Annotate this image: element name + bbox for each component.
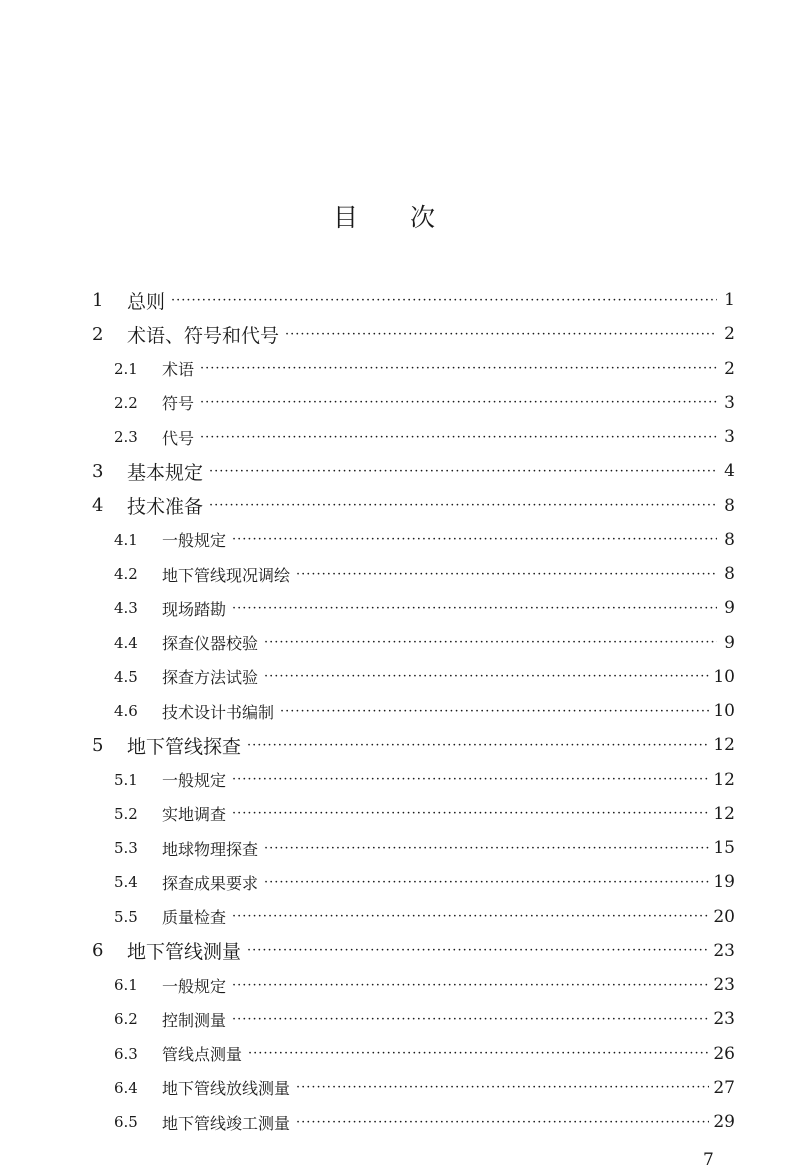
entry-title: 符号	[162, 394, 195, 414]
toc-section-entry[interactable]	[92, 1037, 735, 1071]
dot-leader	[232, 772, 709, 787]
toc-section-entry[interactable]	[92, 797, 735, 831]
dot-leader	[280, 704, 709, 719]
entry-page: 10	[713, 701, 735, 722]
dot-leader	[209, 464, 717, 479]
toc-section-entry[interactable]	[92, 1071, 735, 1105]
entry-title: 一般规定	[162, 976, 227, 996]
dot-leader	[247, 943, 709, 958]
entry-page: 8	[724, 495, 735, 516]
entry-page: 15	[713, 838, 735, 859]
toc-section-entry[interactable]	[92, 420, 735, 454]
entry-title: 探查成果要求	[162, 873, 259, 893]
entry-number: 6.3	[114, 1044, 138, 1063]
dot-leader	[209, 498, 717, 513]
entry-page: 2	[724, 358, 735, 379]
entry-page: 1	[724, 290, 735, 311]
entry-number: 4.5	[114, 667, 138, 686]
entry-number: 6.2	[114, 1010, 138, 1029]
toc-chapter-entry[interactable]	[92, 454, 735, 488]
entry-title: 一般规定	[162, 771, 227, 791]
entry-title: 术语	[162, 360, 195, 380]
toc-section-entry[interactable]	[92, 694, 735, 728]
entry-number: 5.4	[114, 873, 138, 892]
entry-page: 12	[713, 803, 735, 824]
dot-leader	[200, 395, 717, 410]
entry-title: 地下管线探查	[127, 735, 242, 758]
toc-section-entry[interactable]	[92, 865, 735, 899]
entry-page: 23	[713, 975, 735, 996]
entry-page: 9	[724, 598, 735, 619]
entry-title: 技术准备	[127, 496, 204, 519]
entry-title: 总则	[127, 290, 166, 313]
entry-title: 一般规定	[162, 531, 227, 551]
entry-number: 5.1	[114, 770, 138, 789]
entry-title: 术语、符号和代号	[127, 324, 280, 347]
entry-title: 地下管线现况调绘	[162, 565, 291, 585]
entry-number: 6.5	[114, 1113, 138, 1132]
entry-number: 5.3	[114, 839, 138, 858]
entry-title: 地下管线放线测量	[162, 1079, 291, 1099]
dot-leader	[232, 909, 709, 924]
toc-section-entry[interactable]	[92, 1002, 735, 1036]
dot-leader	[264, 841, 709, 856]
toc-chapter-entry[interactable]	[92, 283, 735, 317]
entry-number: 4.3	[114, 599, 138, 618]
dot-leader	[200, 361, 717, 376]
page-title: 目次	[332, 203, 487, 232]
entry-title: 现场踏勘	[162, 599, 227, 619]
entry-number: 5	[92, 734, 104, 756]
entry-number: 4.2	[114, 565, 138, 584]
entry-title: 技术设计书编制	[162, 702, 275, 722]
dot-leader	[296, 567, 717, 582]
page-number: 7	[703, 1150, 714, 1170]
entry-page: 10	[713, 666, 735, 687]
entry-number: 5.5	[114, 907, 138, 926]
toc-section-entry[interactable]	[92, 1105, 735, 1139]
entry-page: 23	[713, 940, 735, 961]
entry-title: 探查仪器校验	[162, 634, 259, 654]
dot-leader	[296, 1080, 709, 1095]
entry-page: 29	[713, 1112, 735, 1133]
entry-number: 2	[92, 323, 104, 345]
toc-section-entry[interactable]	[92, 831, 735, 865]
toc-section-entry[interactable]	[92, 968, 735, 1002]
dot-leader	[232, 532, 717, 547]
entry-title: 管线点测量	[162, 1045, 243, 1065]
entry-page: 26	[713, 1043, 735, 1064]
entry-title: 地球物理探查	[162, 839, 259, 859]
dot-leader	[264, 875, 709, 890]
dot-leader	[285, 327, 717, 342]
entry-page: 8	[724, 529, 735, 550]
toc-chapter-entry[interactable]	[92, 728, 735, 762]
entry-number: 6.4	[114, 1078, 138, 1097]
entry-title: 代号	[162, 428, 195, 448]
toc-section-entry[interactable]	[92, 352, 735, 386]
entry-page: 3	[724, 427, 735, 448]
toc-section-entry[interactable]	[92, 591, 735, 625]
entry-page: 27	[713, 1077, 735, 1098]
dot-leader	[247, 738, 709, 753]
toc-section-entry[interactable]	[92, 523, 735, 557]
entry-page: 2	[724, 324, 735, 345]
entry-number: 6	[92, 940, 104, 962]
dot-leader	[264, 635, 717, 650]
entry-number: 5.2	[114, 804, 138, 823]
dot-leader	[232, 1012, 709, 1027]
entry-title: 地下管线竣工测量	[162, 1113, 291, 1133]
entry-number: 4.4	[114, 633, 138, 652]
toc-section-entry[interactable]	[92, 763, 735, 797]
dot-leader	[248, 1046, 709, 1061]
dot-leader	[171, 293, 717, 308]
entry-title: 探查方法试验	[162, 668, 259, 688]
entry-page: 8	[724, 564, 735, 585]
entry-title: 控制测量	[162, 1010, 227, 1030]
toc-section-entry[interactable]	[92, 660, 735, 694]
table-of-contents	[92, 283, 735, 1139]
toc-section-entry[interactable]	[92, 900, 735, 934]
entry-number: 2.3	[114, 428, 138, 447]
entry-number: 3	[92, 460, 104, 482]
dot-leader	[232, 806, 709, 821]
entry-page: 4	[724, 461, 735, 482]
entry-page: 12	[713, 769, 735, 790]
dot-leader	[296, 1115, 709, 1130]
toc-section-entry[interactable]	[92, 386, 735, 420]
entry-number: 2.1	[114, 359, 138, 378]
entry-title: 基本规定	[127, 461, 204, 484]
dot-leader	[232, 601, 717, 616]
dot-leader	[200, 430, 717, 445]
dot-leader	[264, 669, 709, 684]
toc-section-entry[interactable]	[92, 557, 735, 591]
toc-section-entry[interactable]	[92, 626, 735, 660]
entry-page: 9	[724, 632, 735, 653]
entry-page: 20	[713, 906, 735, 927]
entry-number: 2.2	[114, 393, 138, 412]
entry-page: 12	[713, 735, 735, 756]
entry-number: 4.1	[114, 530, 138, 549]
dot-leader	[232, 978, 709, 993]
entry-page: 19	[713, 872, 735, 893]
toc-chapter-entry[interactable]	[92, 489, 735, 523]
entry-page: 23	[713, 1009, 735, 1030]
entry-title: 质量检查	[162, 908, 227, 928]
entry-number: 4.6	[114, 702, 138, 721]
toc-chapter-entry[interactable]	[92, 934, 735, 968]
entry-title: 地下管线测量	[127, 941, 242, 964]
entry-number: 6.1	[114, 976, 138, 995]
entry-number: 4	[92, 495, 104, 517]
entry-title: 实地调查	[162, 805, 227, 825]
entry-number: 1	[92, 289, 104, 311]
entry-page: 3	[724, 392, 735, 413]
toc-chapter-entry[interactable]	[92, 317, 735, 351]
